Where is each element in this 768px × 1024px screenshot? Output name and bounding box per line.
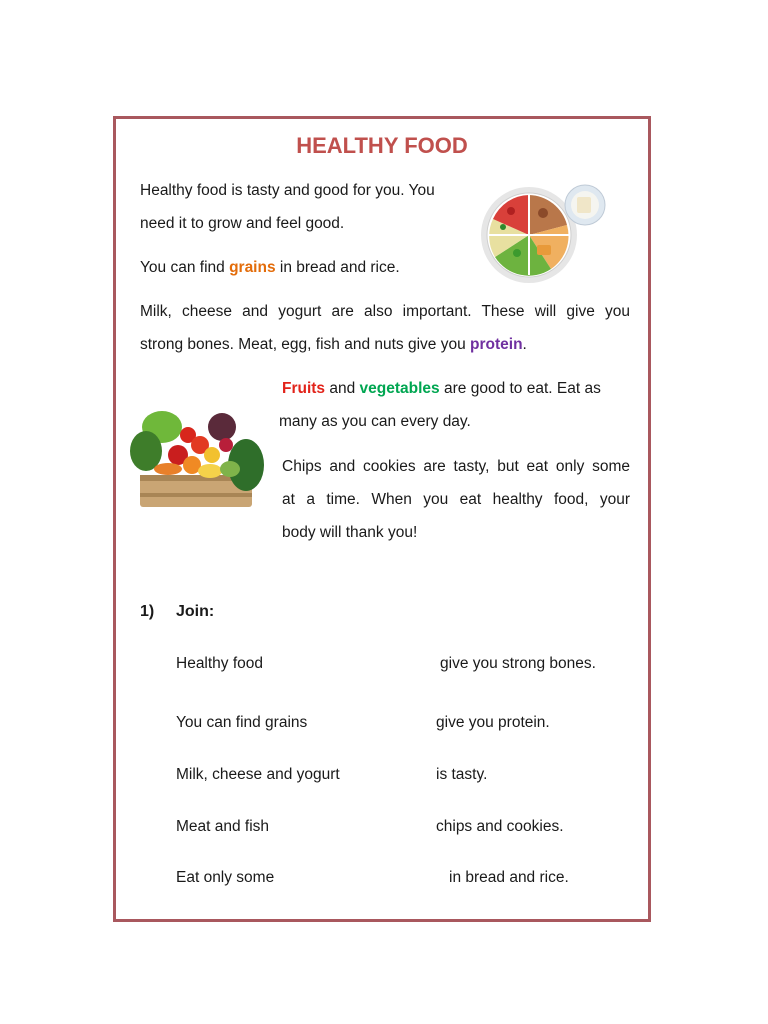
match-left-5: Eat only some	[176, 869, 275, 886]
paragraph-2-pre: You can find	[140, 259, 230, 276]
paragraph-5-line-3: body will thank you!	[282, 524, 418, 541]
exercise-number: 1)	[140, 603, 155, 620]
worksheet-frame	[113, 116, 651, 922]
food-plate-illustration	[481, 183, 611, 293]
paragraph-1-line-2: need it to grow and feel good.	[140, 215, 345, 232]
vegetable-basket-illustration	[126, 405, 266, 515]
match-right-1: give you strong bones.	[440, 655, 596, 672]
paragraph-2-post: in bread and rice.	[275, 259, 400, 276]
match-left-2: You can find grains	[176, 714, 308, 731]
highlight-fruits: Fruits	[282, 380, 326, 397]
highlight-protein: protein	[470, 336, 523, 353]
paragraph-3-line-2	[140, 335, 527, 355]
match-left-3: Milk, cheese and yogurt	[176, 766, 340, 783]
paragraph-4-and: and	[325, 380, 360, 397]
match-left-4: Meat and fish	[176, 818, 270, 835]
match-right-5: in bread and rice.	[449, 869, 569, 886]
paragraph-5-line-2: at a time. When you eat healthy food, your	[282, 491, 630, 508]
paragraph-4-line-2: many as you can every day.	[279, 413, 471, 430]
highlight-grains: grains	[229, 259, 276, 276]
paragraph-1-line-1: Healthy food is tasty and good for you. You	[140, 182, 435, 199]
paragraph-5-line-1: Chips and cookies are tasty, but eat only some	[282, 458, 630, 475]
paragraph-4-rest: are good to eat. Eat as	[439, 380, 601, 397]
exercise-title: Join:	[176, 603, 215, 620]
paragraph-3-line-2-post: .	[522, 336, 527, 353]
match-right-3: is tasty.	[436, 766, 488, 783]
paragraph-3-line-2-pre: strong bones. Meat, egg, fish and nuts give you	[140, 336, 471, 353]
paragraph-4-line-1	[282, 379, 601, 399]
paragraph-2	[140, 258, 400, 278]
match-left-1: Healthy food	[176, 655, 264, 672]
paragraph-3-line-1: Milk, cheese and yogurt are also important. These will give you	[140, 303, 630, 320]
page-title: HEALTHY FOOD	[296, 133, 468, 158]
match-right-4: chips and cookies.	[436, 818, 564, 835]
highlight-vegetables: vegetables	[359, 380, 440, 397]
match-right-2: give you protein.	[436, 714, 550, 731]
